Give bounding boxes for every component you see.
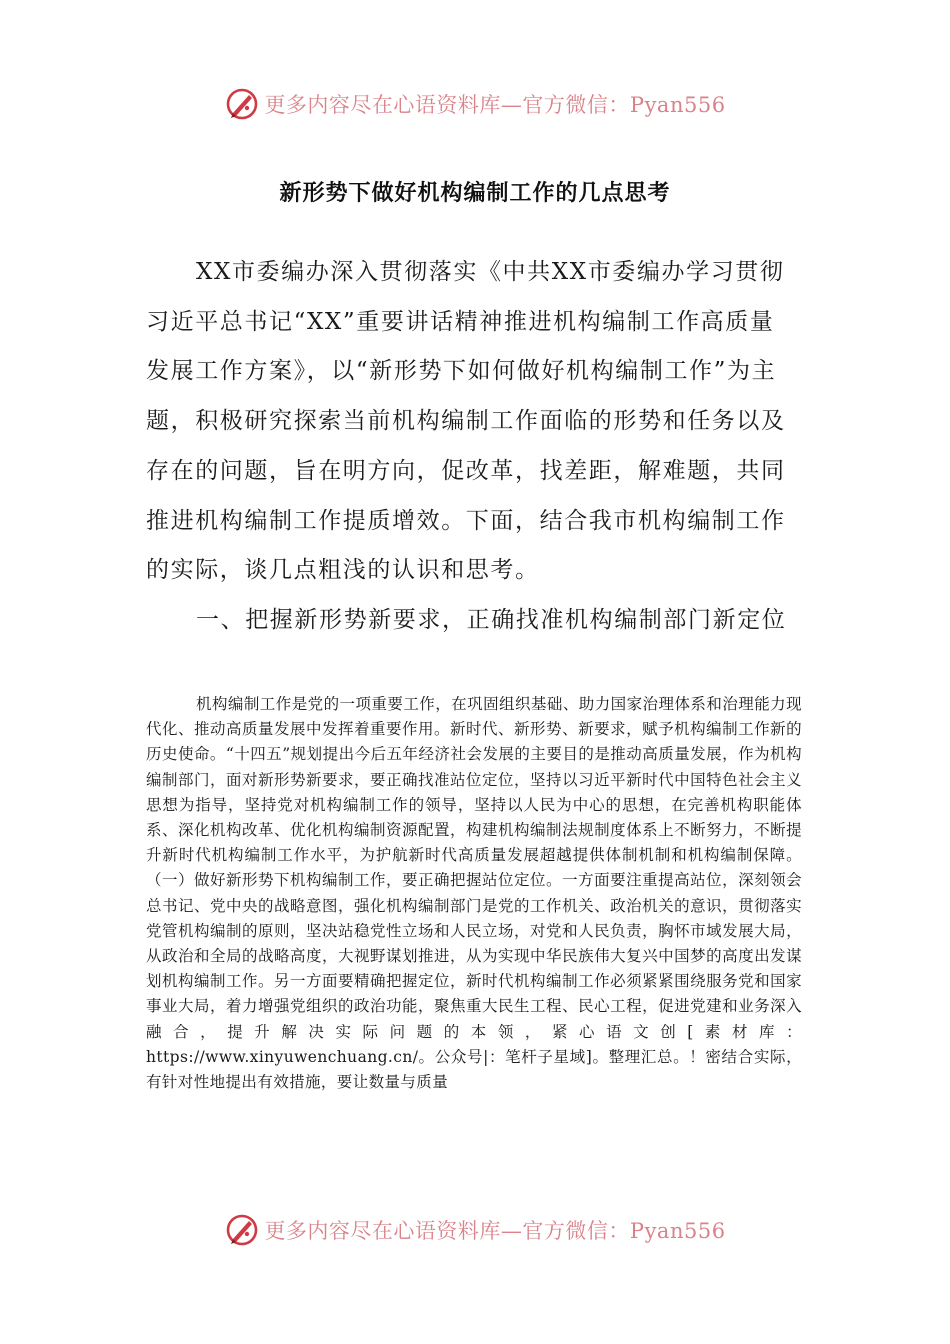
section-body-paragraph: 机构编制工作是党的一项重要工作，在巩固组织基础、助力国家治理体系和治理能力现代化、推动高质量发展中发挥着重要作用。新时代、新形势、新要求，赋予机构编制工作新的历史使命。“十四五”规划提出今后五年经济社会发展的主要目的是推动高质量发展，作为机构编制部门，面对新形势新要求，要正确找准站位定位，坚持以习近平新时代中国特色社会主义思想为指导，坚持党对机构编制工作的领导，坚持以人民为中心的思想，在完善机构职能体系、深化机构改革、优化机构编制资源配置，构建机构编制法规制度体系上不断努力，不断提升新时代机构编制工作水平，为护航新时代高质量发展超越提供体制机制和机构编制保障。（一）做好新形势下机构编制工作，要正确把握站位定位。一方面要注重提高站位，深刻领会总书记、党中央的战略意图，强化机构编制部门是党的工作机关、政治机关的意识，贯彻落实党管机构编制的原则，坚决站稳党性立场和人民立场，对党和人民负责，胸怀市域发展大局，从政治和全局的战略高度，大视野谋划推进，从为实现中华民族伟大复兴中国梦的高度出发谋划机构编制工作。另一方面要精确把握定位，新时代机构编制工作必须紧紧围绕服务党和国家事业大局，着力增强党组织的政治功能，聚焦重大民生工程、民心工程，促进党建和业务深入融合，提升解决实际问题的本领，紧心语文创[素材库：https://www.xinyuwenchuang.cn/。公众号|：笔杆子星域]。整理汇总。！密结合实际，有针对性地提出有效措施，要让数量与质量	[146, 695, 802, 1092]
watermark-text: 更多内容尽在心语资料库—官方微信：Pyan556	[264, 93, 726, 117]
intro-paragraph: XX市委编办深入贯彻落实《中共XX市委编办学习贯彻习近平总书记“XX”重要讲话精神推进机构编制工作高质量发展工作方案》，以“新形势下如何做好机构编制工作”为主题，积极研究探索当前机构编制工作面临的形势和任务以及存在的问题，旨在明方向，促改革，找差距，解难题，共同推进机构编制工作提质增效。下面，结合我市机构编制工作的实际，谈几点粗浅的认识和思考。	[146, 259, 786, 584]
pen-seal-logo-icon	[224, 86, 260, 122]
section-heading: 一、把握新形势新要求，正确找准机构编制部门新定位	[196, 607, 787, 633]
footer-watermark-banner	[0, 1208, 950, 1252]
watermark-text: 更多内容尽在心语资料库—官方微信：Pyan556	[264, 1219, 726, 1243]
document-title: 新形势下做好机构编制工作的几点思考	[279, 181, 671, 206]
header-watermark-banner	[0, 82, 950, 126]
pen-seal-logo-icon	[224, 1212, 260, 1248]
